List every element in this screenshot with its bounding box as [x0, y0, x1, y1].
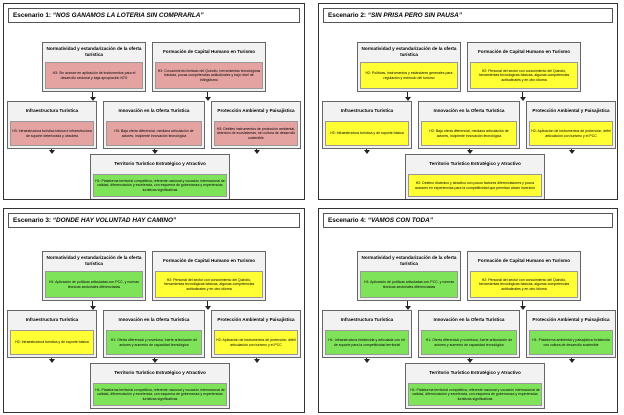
- factor-box-innov: [418, 101, 520, 149]
- factor-box-form: [152, 42, 266, 92]
- scenario-label: Escenario 2:: [328, 12, 367, 19]
- connector-arrow: [49, 359, 55, 363]
- scenario-label: Escenario 1:: [13, 12, 52, 19]
- factor-box-innov: [418, 310, 520, 358]
- connector-arrow: [520, 97, 526, 101]
- hypothesis-text: H2: Destino dinámico y atractivo con pocos factores diferenciadores y pocos avances en experiencias para la competitividad que permitan atraer inversión: [408, 174, 542, 197]
- factor-box-infra: [7, 101, 97, 149]
- connector-arrow: [49, 150, 55, 154]
- scenario-panel-3: [3, 208, 305, 413]
- hypothesis-text: H2: Aplicación de instrumentos de protección, débil articulación con turismo y el PCC: [529, 121, 613, 146]
- scenario-label: Escenario 3:: [13, 217, 52, 224]
- factor-box-terr: [405, 363, 545, 409]
- factor-title: Formación de Capital Humano en Turismo: [477, 257, 571, 263]
- factor-box-innov: [103, 310, 205, 358]
- hypothesis-text: H3: Infraestructura turística básica e infraestructura de soporte deteriorada y obsoleta: [10, 121, 94, 146]
- connector-arrow: [90, 97, 96, 101]
- hypothesis-text: H1: Plataforma ambiental y paisajística fortalecida con cultura de desarrollo sostenible: [529, 330, 613, 355]
- factor-title: Normatividad y estandarización de la oferta turística: [46, 46, 142, 57]
- hypothesis-text: H1: Aplicación de políticas articuladas con PCC, y normas técnicas sectoriales diferenciadas: [45, 271, 143, 298]
- connector-arrow: [364, 359, 370, 363]
- scenario-name: “VAMOS CON TODA”: [367, 217, 433, 224]
- factor-box-form: [467, 42, 581, 92]
- connector-arrow: [364, 150, 370, 154]
- factor-box-prot: [211, 101, 301, 149]
- factor-box-prot: [211, 310, 301, 358]
- connector-arrow: [569, 150, 575, 154]
- factor-box-terr: [90, 363, 230, 409]
- connector-arrow: [152, 359, 158, 363]
- scenario-panel-2: [318, 3, 618, 200]
- scenario-title: [323, 8, 613, 23]
- scenario-label: Escenario 4:: [328, 217, 367, 224]
- factor-title: Infraestructura Turística: [340, 107, 394, 113]
- factor-box-innov: [103, 101, 205, 149]
- factor-title: Territorio Turístico Estratégico y Atractivo: [429, 369, 521, 375]
- scenario-panel-1: [3, 3, 305, 200]
- factor-box-terr: [90, 154, 230, 200]
- factor-title: Territorio Turístico Estratégico y Atractivo: [114, 160, 206, 166]
- hypothesis-text: H2: Políticas, instrumentos y estándares generales para regulación y estímulo del turismo: [360, 62, 458, 89]
- factor-box-prot: [526, 310, 616, 358]
- scenario-panel-4: [318, 208, 618, 413]
- connector-arrow: [205, 97, 211, 101]
- hypothesis-text: H1: Plataforma territorial competitiva, referente nacional y vocación internacional de calidad, diferenciación y excelencia, con esquema de gobernanza y experiencias turísticas significativas: [408, 383, 542, 406]
- hypothesis-text: H1: Oferta diferencial y novedosa, fuerte articulación de actores y aumento de capacidad tecnológica: [106, 330, 202, 355]
- factor-title: Protección Ambiental y Paisajística: [217, 107, 295, 113]
- factor-title: Protección Ambiental y Paisajística: [532, 107, 610, 113]
- factor-box-form: [467, 251, 581, 301]
- hypothesis-text: H2: Personal del sector con conocimiento del Quindío, herramientas tecnológicas básicas, algunas competencias actitudinales y en otro idioma: [155, 271, 263, 298]
- factor-box-infra: [322, 101, 412, 149]
- hypothesis-text: H3: Débiles instrumentos de protección ambiental, deterioro de ecosistemas, sin cultura de desarrollo sostenible: [214, 121, 298, 146]
- factor-title: Territorio Turístico Estratégico y Atractivo: [429, 160, 521, 166]
- factor-title: Infraestructura Turística: [25, 316, 79, 322]
- hypothesis-text: H2: Baja oferta diferencial, mediana articulación de actores, incipiente innovación tecnológica: [421, 121, 517, 146]
- factor-box-prot: [526, 101, 616, 149]
- connector-arrow: [569, 359, 575, 363]
- factor-title: Formación de Capital Humano en Turismo: [477, 48, 571, 54]
- hypothesis-text: H1: Plataforma territorial competitiva, referente nacional y vocación internacional de calidad, diferenciación y excelencia, con esquema de gobernanza y experiencias turísticas significativas: [93, 174, 227, 197]
- hypothesis-text: H2: Infraestructura turística y de soporte básica: [325, 121, 409, 146]
- factor-title: Infraestructura Turística: [25, 107, 79, 113]
- factor-title: Normatividad y estandarización de la oferta turística: [46, 255, 142, 266]
- connector-arrow: [152, 150, 158, 154]
- hypothesis-text: H3: Conocimiento limitado del Quindío, herramientas tecnológicas básicas, pocas competencias actitudinales y bajo nivel de bilingüismo: [155, 62, 263, 89]
- connector-arrow: [405, 306, 411, 310]
- factor-box-form: [152, 251, 266, 301]
- factor-box-norm: [42, 42, 146, 92]
- connector-arrow: [205, 306, 211, 310]
- factor-title: Innovación en la Oferta Turística: [118, 107, 190, 113]
- hypothesis-text: H3: Baja oferta diferencial, mediana articulación de actores, incipiente innovación tecnológica: [106, 121, 202, 146]
- factor-box-infra: [7, 310, 97, 358]
- factor-title: Innovación en la Oferta Turística: [433, 316, 505, 322]
- factor-title: Innovación en la Oferta Turística: [433, 107, 505, 113]
- factor-title: Normatividad y estandarización de la oferta turística: [361, 255, 457, 266]
- factor-title: Protección Ambiental y Paisajística: [217, 316, 295, 322]
- factor-title: Innovación en la Oferta Turística: [118, 316, 190, 322]
- hypothesis-text: H1: Infraestructura fortalecida y articulada con inf. de soporte para la competitividad territorial: [325, 330, 409, 355]
- factor-box-norm: [42, 251, 146, 301]
- scenario-name: “NOS GANAMOS LA LOTERIA SIN COMPRARLA”: [52, 12, 204, 19]
- hypothesis-text: H1: Aplicación de políticas articuladas con PCC, y normas técnicas sectoriales diferenciadas: [360, 271, 458, 298]
- hypothesis-text: H3: Sin avance en aplicación de instrumentos para el desarrollo sectorial y baja apropiación NTS: [45, 62, 143, 89]
- factor-box-norm: [357, 42, 461, 92]
- factor-box-terr: [405, 154, 545, 200]
- factor-title: Formación de Capital Humano en Turismo: [162, 48, 256, 54]
- factor-title: Protección Ambiental y Paisajística: [532, 316, 610, 322]
- scenario-title: [8, 8, 300, 23]
- hypothesis-text: H1: Oferta diferencial y novedosa, fuerte articulación de actores y aumento de capacidad tecnológica: [421, 330, 517, 355]
- connector-arrow: [467, 359, 473, 363]
- factor-title: Normatividad y estandarización de la oferta turística: [361, 46, 457, 57]
- scenario-title: [8, 213, 300, 228]
- connector-arrow: [405, 97, 411, 101]
- hypothesis-text: H2: Infraestructura turística y de soporte básica: [10, 330, 94, 355]
- hypothesis-text: H2: Personal del sector con conocimiento del Quindío, herramientas tecnológicas básicas, algunas competencias actitudinales y en otro idioma: [470, 271, 578, 298]
- connector-arrow: [90, 306, 96, 310]
- factor-box-infra: [322, 310, 412, 358]
- hypothesis-text: H2: Aplicación de instrumentos de protección, débil articulación con turismo y el PCC: [214, 330, 298, 355]
- hypothesis-text: H1: Plataforma territorial competitiva, referente nacional y vocación internacional de calidad, diferenciación y excelencia, con esquema de gobernanza y experiencias turísticas significativas: [93, 383, 227, 406]
- scenario-title: [323, 213, 613, 228]
- connector-arrow: [467, 150, 473, 154]
- connector-arrow: [520, 306, 526, 310]
- factor-title: Infraestructura Turística: [340, 316, 394, 322]
- hypothesis-text: H2: Personal del sector con conocimiento del Quindío, herramientas tecnológicas básicas, algunas competencias actitudinales y en otro idioma: [470, 62, 578, 89]
- factor-box-norm: [357, 251, 461, 301]
- connector-arrow: [254, 150, 260, 154]
- factor-title: Territorio Turístico Estratégico y Atractivo: [114, 369, 206, 375]
- scenario-name: “DONDE HAY VOLUNTAD HAY CAMINO”: [52, 217, 177, 224]
- connector-arrow: [254, 359, 260, 363]
- factor-title: Formación de Capital Humano en Turismo: [162, 257, 256, 263]
- scenario-name: “SIN PRISA PERO SIN PAUSA”: [367, 12, 462, 19]
